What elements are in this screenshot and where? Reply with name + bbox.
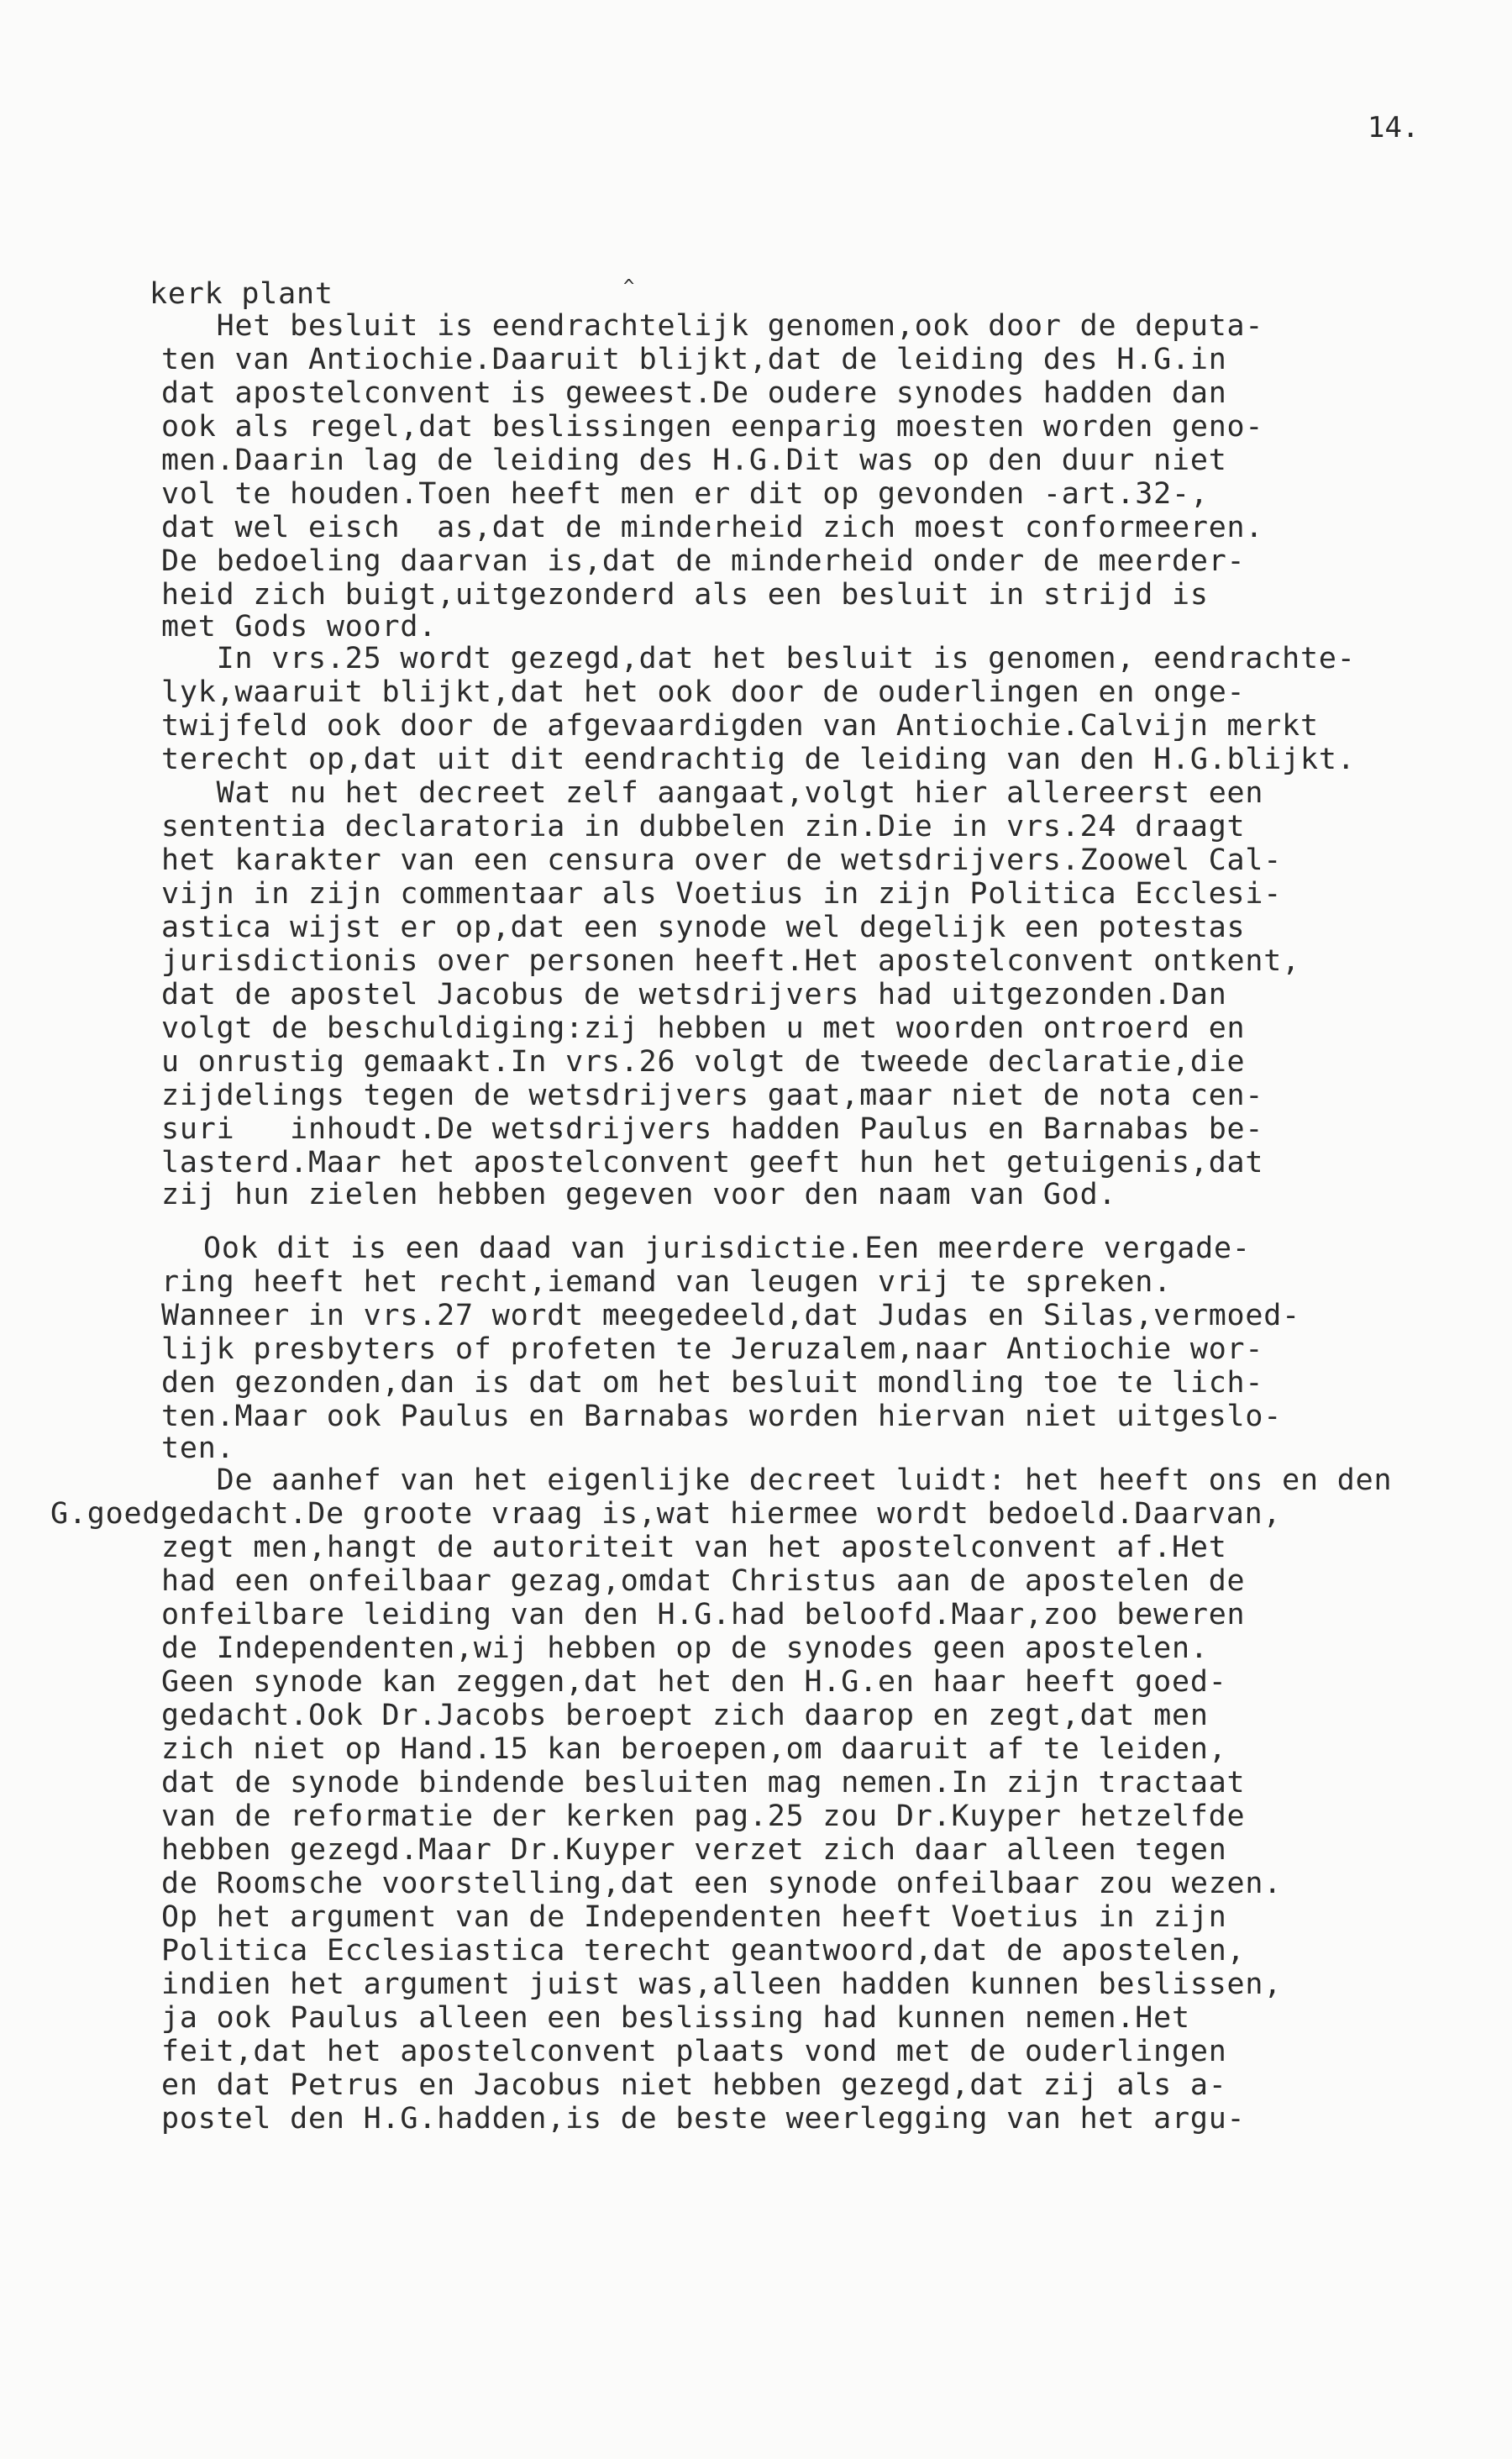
text-line: Op het argument van de Independenten heeft Voetius in zijn [161,1900,1227,1934]
text-line: vol te houden.Toen heeft men er dit op gevonden -art.32-, [161,477,1209,511]
text-line: ten. [161,1432,235,1465]
text-line: ook als regel,dat beslissingen eenparig moesten worden geno- [161,410,1264,444]
text-line: lasterd.Maar het apostelconvent geeft hun het getuigenis,dat [161,1146,1264,1180]
text-line: Ook dit is een daad van jurisdictie.Een meerdere vergade- [203,1232,1251,1265]
text-line: van de reformatie der kerken pag.25 zou Dr.Kuyper hetzelfde [161,1800,1246,1833]
text-line: zich niet op Hand.15 kan beroepen,om daaruit af te leiden, [161,1732,1227,1766]
text-line: zij hun zielen hebben gegeven voor den naam van God. [161,1178,1117,1211]
text-line: gedacht.Ook Dr.Jacobs beroept zich daarop en zegt,dat men [161,1699,1209,1732]
text-line: jurisdictionis over personen heeft.Het apostelconvent ontkent, [161,944,1301,978]
text-line: kerk plant [150,277,333,311]
text-line: Politica Ecclesiastica terecht geantwoord,dat de apostelen, [161,1934,1246,1968]
text-line: lijk presbyters of profeten te Jeruzalem,naar Antiochie wor- [161,1332,1264,1366]
text-line: onfeilbare leiding van den H.G.had beloofd.Maar,zoo beweren [161,1598,1246,1631]
text-line: Geen synode kan zeggen,dat het den H.G.en haar heeft goed- [161,1665,1227,1699]
text-line: den gezonden,dan is dat om het besluit mondling toe te lich- [161,1366,1264,1400]
page-number: 14. [1368,111,1420,144]
text-line: vijn in zijn commentaar als Voetius in zijn Politica Ecclesi- [161,877,1283,911]
text-line: heid zich buigt,uitgezonderd als een besluit in strijd is [161,578,1209,612]
text-line: Wanneer in vrs.27 wordt meegedeeld,dat Judas en Silas,vermoed- [161,1299,1301,1332]
text-line: Wat nu het decreet zelf aangaat,volgt hier allereerst een [161,776,1264,810]
text-line: zegt men,hangt de autoriteit van het apostelconvent af.Het [161,1531,1227,1564]
text-line: suri inhoudt.De wetsdrijvers hadden Paulus en Barnabas be- [161,1112,1264,1146]
text-line: met Gods woord. [161,610,438,644]
text-line: dat de apostel Jacobus de wetsdrijvers had uitgezonden.Dan [161,978,1227,1011]
text-line: de Independenten,wij hebben op de synodes geen apostelen. [161,1631,1209,1665]
text-line: G.goedgedacht.De groote vraag is,wat hiermee wordt bedoeld.Daarvan, [50,1497,1282,1531]
text-line: zijdelings tegen de wetsdrijvers gaat,maar niet de nota cen- [161,1079,1264,1112]
text-line: De aanhef van het eigenlijke decreet luidt: het heeft ons en den [161,1463,1393,1497]
text-line: de Roomsche voorstelling,dat een synode onfeilbaar zou wezen. [161,1867,1283,1900]
text-line: terecht op,dat uit dit eendrachtig de leiding van den H.G.blijkt. [161,743,1356,776]
text-line: dat de synode bindende besluiten mag nemen.In zijn tractaat [161,1766,1246,1800]
text-line: ring heeft het recht,iemand van leugen vrij te spreken. [161,1265,1172,1299]
text-line: indien het argument juist was,alleen hadden kunnen beslissen, [161,1968,1283,2001]
text-line: men.Daarin lag de leiding des H.G.Dit was op den duur niet [161,444,1227,477]
text-line: dat wel eisch as,dat de minderheid zich moest conformeeren. [161,511,1264,544]
text-line: feit,dat het apostelconvent plaats vond met de ouderlingen [161,2035,1227,2068]
text-line: ten van Antiochie.Daaruit blijkt,dat de leiding des H.G.in [161,343,1227,376]
text-line: sententia declaratoria in dubbelen zin.Die in vrs.24 draagt [161,810,1246,843]
text-line: u onrustig gemaakt.In vrs.26 volgt de tweede declaratie,die [161,1045,1246,1079]
text-line: hebben gezegd.Maar Dr.Kuyper verzet zich daar alleen tegen [161,1833,1227,1867]
text-line: postel den H.G.hadden,is de beste weerlegging van het argu- [161,2102,1246,2136]
stray-mark: ^ [623,276,636,297]
text-line: volgt de beschuldiging:zij hebben u met woorden ontroerd en [161,1011,1246,1045]
text-line: ja ook Paulus alleen een beslissing had kunnen nemen.Het [161,2001,1190,2035]
text-line: astica wijst er op,dat een synode wel degelijk een potestas [161,911,1246,944]
text-line: het karakter van een censura over de wetsdrijvers.Zoowel Cal- [161,843,1283,877]
text-line: dat apostelconvent is geweest.De oudere synodes hadden dan [161,376,1227,410]
text-line: en dat Petrus en Jacobus niet hebben gezegd,dat zij als a- [161,2068,1227,2102]
text-line: twijfeld ook door de afgevaardigden van Antiochie.Calvijn merkt [161,709,1319,743]
text-line: had een onfeilbaar gezag,omdat Christus aan de apostelen de [161,1564,1246,1598]
text-line: lyk,waaruit blijkt,dat het ook door de ouderlingen en onge- [161,675,1246,709]
text-line: De bedoeling daarvan is,dat de minderheid onder de meerder- [161,544,1246,578]
text-line: ten.Maar ook Paulus en Barnabas worden hiervan niet uitgeslo- [161,1400,1283,1433]
text-line: In vrs.25 wordt gezegd,dat het besluit is genomen, eendrachte- [161,642,1356,675]
text-line: Het besluit is eendrachtelijk genomen,ook door de deputa- [161,309,1264,343]
